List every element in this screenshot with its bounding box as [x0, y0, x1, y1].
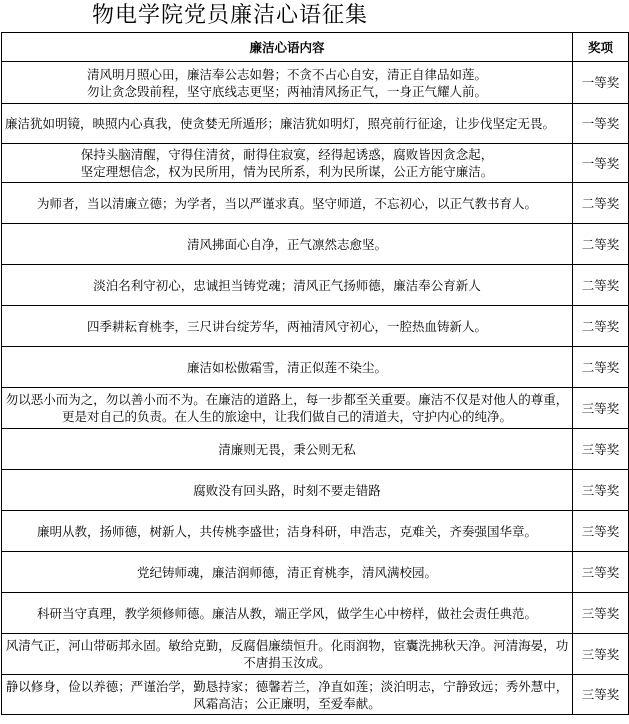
row-content: 廉洁如松傲霜雪，清正似莲不染尘。 — [2, 347, 573, 388]
row-award: 二等奖 — [573, 347, 629, 388]
table-row — [2, 511, 629, 552]
row-award: 三等奖 — [573, 675, 629, 715]
row-content: 腐败没有回头路，时刻不要走错路 — [2, 470, 573, 511]
table-row — [2, 144, 629, 183]
header-row — [2, 33, 629, 62]
row-award: 三等奖 — [573, 388, 629, 429]
row-content: 风清气正，河山带砺邦永固。敏给克勤，反腐倡廉绩恒升。化雨润物，宦囊洗拂秋天净。河清海晏，功不唐捐玉汝成。 — [2, 634, 573, 675]
row-award: 二等奖 — [573, 265, 629, 306]
row-award: 一等奖 — [573, 144, 629, 183]
table-body — [2, 62, 629, 715]
table-row — [2, 634, 629, 675]
row-content: 四季耕耘育桃李，三尺讲台绽芳华，两袖清风守初心，一腔热血铸新人。 — [2, 306, 573, 347]
table-row — [2, 265, 629, 306]
row-content: 廉洁犹如明镜，映照内心真我，使贪婪无所遁形；廉洁犹如明灯，照亮前行征途，让步伐坚定无畏。 — [2, 104, 573, 144]
row-award: 三等奖 — [573, 511, 629, 552]
row-award: 一等奖 — [573, 104, 629, 144]
row-content: 静以修身，俭以养德；严谨治学，勤恳持家；德馨若兰，净直如莲；淡泊明志，宁静致远；秀外慧中，风霜高洁；公正廉明，至爱奉献。 — [2, 675, 573, 715]
table-row — [2, 470, 629, 511]
table-row — [2, 183, 629, 224]
header-content: 廉洁心语内容 — [2, 33, 573, 62]
row-content: 清风拂面心自净，正气凛然志愈坚。 — [2, 224, 573, 265]
row-award: 二等奖 — [573, 306, 629, 347]
row-award: 三等奖 — [573, 552, 629, 593]
row-content: 党纪铸师魂，廉洁润师德，清正育桃李，清风满校园。 — [2, 552, 573, 593]
row-content: 保持头脑清醒，守得住清贫，耐得住寂寞，经得起诱惑，腐败皆因贪念起， 坚定理想信念，权为民所用，情为民所系，利为民所谋，公正方能守廉洁。 — [2, 144, 573, 183]
row-award: 二等奖 — [573, 224, 629, 265]
row-award: 三等奖 — [573, 593, 629, 634]
row-content: 清风明月照心田，廉洁奉公志如磐；不贪不占心自安，清正自律品如莲。 勿让贪念毁前程，坚守底线志更坚；两袖清风扬正气，一身正气耀人前。 — [2, 62, 573, 104]
table-row — [2, 62, 629, 104]
table-row — [2, 675, 629, 715]
table-row — [2, 593, 629, 634]
row-content: 清廉则无畏，秉公则无私 — [2, 429, 573, 470]
header-award: 奖项 — [573, 33, 629, 62]
table-row — [2, 306, 629, 347]
row-award: 一等奖 — [573, 62, 629, 104]
row-award: 三等奖 — [573, 634, 629, 675]
table-row — [2, 347, 629, 388]
row-content: 廉明从教，扬师德，树新人，共传桃李盛世；洁身科研，申浩志，克难关，齐奏强国华章。 — [2, 511, 573, 552]
awards-table — [1, 32, 629, 715]
row-award: 三等奖 — [573, 429, 629, 470]
table-row — [2, 104, 629, 144]
row-content: 勿以恶小而为之，勿以善小而不为。在廉洁的道路上，每一步都至关重要。廉洁不仅是对他人的尊重，更是对自己的负责。在人生的旅途中，让我们做自己的清道夫，守护内心的纯净。 — [2, 388, 573, 429]
row-content: 为师者，当以清廉立德；为学者，当以严谨求真。坚守师道，不忘初心，以正气教书育人。 — [2, 183, 573, 224]
table-row — [2, 224, 629, 265]
table-row — [2, 388, 629, 429]
row-award: 三等奖 — [573, 470, 629, 511]
row-award: 二等奖 — [573, 183, 629, 224]
row-content: 淡泊名利守初心，忠诚担当铸党魂；清风正气扬师德，廉洁奉公育新人 — [2, 265, 573, 306]
row-content: 科研当守真理，教学须修师德。廉洁从教，端正学风，做学生心中榜样，做社会责任典范。 — [2, 593, 573, 634]
table-row — [2, 429, 629, 470]
table-row — [2, 552, 629, 593]
page-title: 物电学院党员廉洁心语征集 — [91, 3, 368, 28]
